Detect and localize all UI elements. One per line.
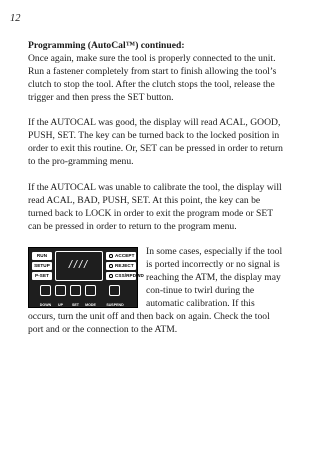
pset-button-label: P-SET bbox=[32, 272, 52, 280]
run-button-label: RUN bbox=[32, 252, 52, 260]
up-key-label: UP bbox=[58, 303, 63, 308]
down-key-icon bbox=[40, 285, 51, 296]
mode-key-label: MODE bbox=[85, 303, 96, 308]
bad-result-paragraph: If the AUTOCAL was unable to calibrate the tool, the display will read ACAL, BAD, PUSH, SET. At this point, the key can be turned back to LOCK in order to exit the program mode or SET can be pressed in order to return to the program menu. bbox=[28, 181, 282, 232]
twirl-paragraph: In some cases, especially if the tool is ported incorrectly or no signal is reaching the ATM, the display may con-tinue to twirl during the automatic calibration. If this occurs, turn the unit off and then back on again. Check the tool port and or the connection to the ATM. bbox=[28, 246, 283, 335]
down-key-label: DOWN bbox=[39, 303, 52, 308]
display-screen: //// bbox=[55, 251, 103, 281]
mode-key-icon bbox=[85, 285, 96, 296]
page-content bbox=[28, 40, 283, 350]
reject-indicator: REJECT bbox=[106, 262, 136, 270]
section-heading: Programming (AutoCal™) continued: bbox=[28, 40, 185, 51]
accept-indicator: ACCEPT bbox=[106, 252, 136, 260]
intro-paragraph: Once again, make sure the tool is properly connected to the unit. Run a fastener completely from start to finish allowing the tool’s clutch to stop the tool. After the clutch stops the tool, release the trigger and then press the SET button. bbox=[28, 52, 277, 103]
up-key-icon bbox=[55, 285, 66, 296]
css-light-icon bbox=[109, 274, 113, 278]
setup-button-label: SETUP bbox=[32, 262, 52, 270]
suspend-key-label: SUSPEND bbox=[106, 303, 124, 308]
css-indicator: CSS/RPDWD bbox=[106, 272, 136, 280]
reject-light-icon bbox=[109, 264, 113, 268]
good-result-paragraph: If the AUTOCAL was good, the display will read ACAL, GOOD, PUSH, SET. The key can be turned back to the locked position in order to exit this routine. Or, SET can be pressed in order to return to the pro-gramming menu. bbox=[28, 117, 283, 168]
set-key-icon bbox=[70, 285, 81, 296]
suspend-key-icon bbox=[109, 285, 120, 296]
controller-panel-illustration bbox=[28, 247, 144, 308]
page-number: 12 bbox=[10, 13, 21, 24]
accept-light-icon bbox=[109, 254, 113, 258]
set-key-label: SET bbox=[72, 303, 79, 308]
